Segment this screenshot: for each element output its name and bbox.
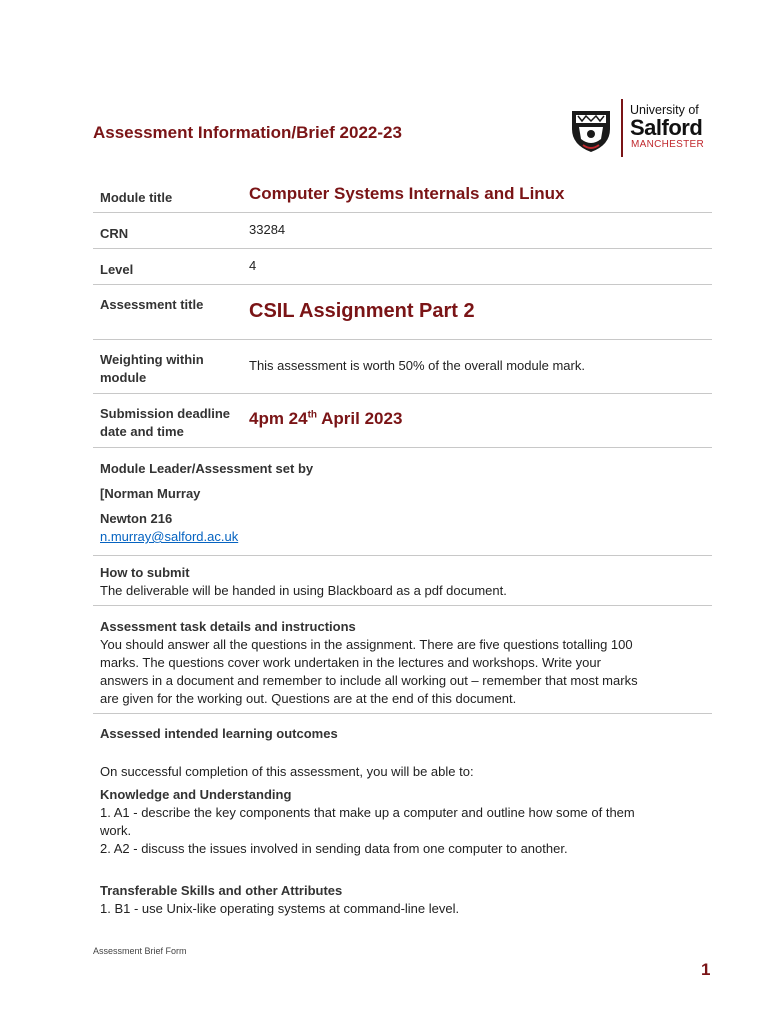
level-label: Level <box>100 262 134 277</box>
outcome-a1: 1. A1 - describe the key components that make up a computer and outline how some of them <box>100 805 635 820</box>
module-title-label: Module title <box>100 190 173 205</box>
weighting-label: Weighting within module <box>100 352 204 385</box>
how-to-submit-row <box>93 556 712 606</box>
outcome-a2: 2. A2 - discuss the issues involved in sending data from one computer to another. <box>100 841 568 856</box>
outcome-a1-cont: work. <box>100 823 132 838</box>
module-title-value: Computer Systems Internals and Linux <box>249 184 565 203</box>
deadline-row <box>93 394 712 448</box>
module-leader-name: [Norman Murray <box>100 486 201 501</box>
level-value: 4 <box>249 258 257 273</box>
logo-salford: Salford <box>630 115 703 140</box>
learning-outcomes-section <box>93 714 712 924</box>
assessment-title-row <box>93 285 712 340</box>
knowledge-heading: Knowledge and Understanding <box>100 787 292 802</box>
deadline-value <box>249 409 402 429</box>
task-details-label: Assessment task details and instructions <box>100 619 356 634</box>
deadline-value-post: April 2023 <box>317 409 403 428</box>
page-title: Assessment Information/Brief 2022-23 <box>93 123 402 142</box>
deadline-label: Submission deadline date and time <box>100 406 231 439</box>
module-leader-label: Module Leader/Assessment set by <box>100 461 314 476</box>
logo-manchester: MANCHESTER <box>631 139 705 150</box>
module-leader-email-link[interactable]: n.murray@salford.ac.uk <box>100 529 239 544</box>
module-leader-row <box>93 448 712 556</box>
footer-form-name: Assessment Brief Form <box>93 946 187 956</box>
weighting-value: This assessment is worth 50% of the overall module mark. <box>249 358 585 373</box>
skills-heading: Transferable Skills and other Attributes <box>100 883 343 898</box>
page-number: 1 <box>701 960 711 979</box>
deadline-value-sup: th <box>307 409 318 421</box>
outcome-b1: 1. B1 - use Unix-like operating systems at command-line level. <box>100 901 460 916</box>
how-to-submit-label: How to submit <box>100 565 190 580</box>
task-details-row <box>93 606 712 714</box>
task-details-line: are given for the working out. Questions are at the end of this document. <box>100 691 517 706</box>
crn-row <box>93 213 712 249</box>
outcomes-label: Assessed intended learning outcomes <box>100 726 338 741</box>
crest-icon <box>569 105 613 153</box>
task-details-line: marks. The questions cover work undertaken in the lectures and workshops. Write your <box>100 655 601 670</box>
level-row <box>93 249 712 285</box>
how-to-submit-text: The deliverable will be handed in using Blackboard as a pdf document. <box>100 583 507 598</box>
crn-label: CRN <box>100 226 129 241</box>
weighting-row <box>93 340 712 394</box>
module-leader-office: Newton 216 <box>100 511 173 526</box>
assessment-title-label: Assessment title <box>100 297 204 312</box>
assessment-title-value: CSIL Assignment Part 2 <box>249 300 475 322</box>
university-logo <box>569 97 719 159</box>
task-details-line: You should answer all the questions in the assignment. There are five questions totalling 100 <box>100 637 633 652</box>
task-details-line: answers in a document and remember to include all working out – remember that most marks <box>100 673 638 688</box>
deadline-value-pre: 4pm 24 <box>249 409 308 428</box>
logo-university-of: University of <box>630 103 699 117</box>
module-title-row <box>93 176 712 213</box>
outcomes-intro: On successful completion of this assessment, you will be able to: <box>100 764 474 779</box>
crn-value: 33284 <box>249 222 286 237</box>
